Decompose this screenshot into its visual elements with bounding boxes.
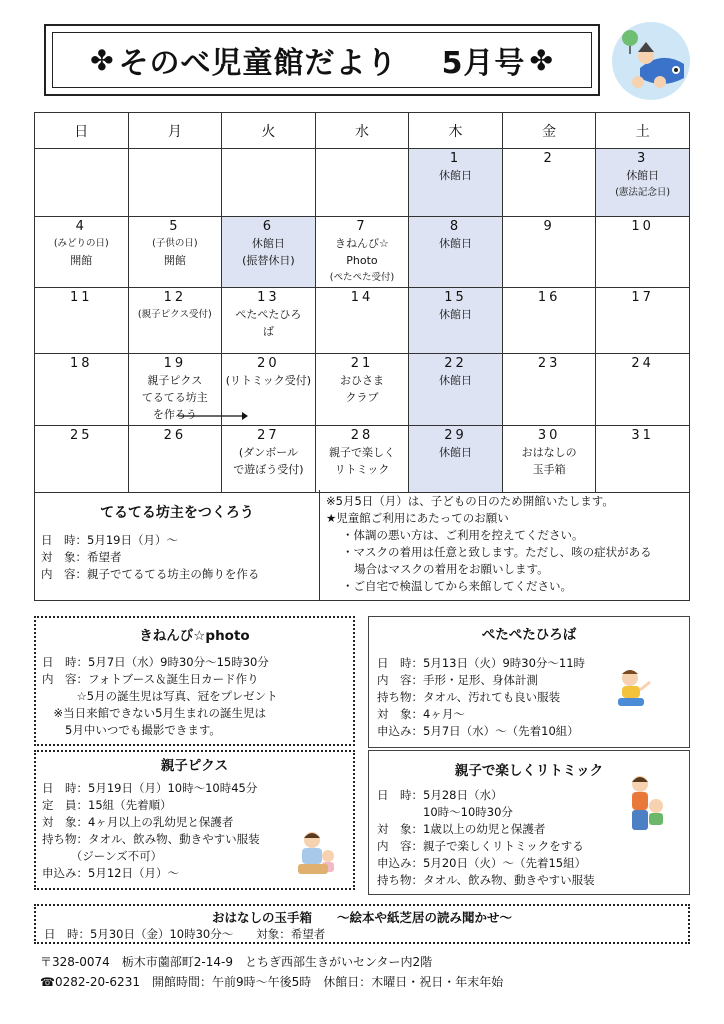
weekday-wed: 水 [315,113,409,149]
day-event: きねんび☆ [335,237,389,250]
day-event: (リトミック受付) [225,374,312,387]
day-event: 休館日 [439,374,473,387]
calendar-day-cell [128,426,222,493]
weekday-fri: 金 [502,113,596,149]
kinenbi-row: 内 容：フォトブース＆誕生日カード作り [42,672,259,686]
calendar-day-cell [409,149,503,217]
day-event: おひさま [339,374,384,387]
day-event: 親子ピクス [147,374,203,387]
notice-line: ★児童館ご利用にあたってのお願い [326,511,509,525]
day-number: 16 [537,290,561,305]
day-event: 開館 [70,254,93,267]
notice-section [320,490,689,600]
day-number: 24 [631,356,654,371]
day-event: Photo [346,254,378,267]
day-event: 開館 [163,254,186,267]
calendar-day-cell [596,288,690,354]
calendar-day-cell [315,426,409,493]
calendar-day-cell [596,149,690,217]
peta-row: 持ち物：タオル、汚れても良い服装 [377,690,561,704]
calendar-week-row [35,426,690,493]
day-number: 11 [70,290,93,305]
day-number: 2 [543,151,555,166]
rhythm-row: 申込み：5月20日（火）～（先着15組） [377,856,587,870]
calendar-day-cell [502,288,596,354]
day-event: 休館日 [439,446,473,459]
calendar-week-row [35,288,690,354]
calendar-day-cell [35,354,129,426]
day-number: 25 [70,428,93,443]
arrow-right-icon [178,411,248,421]
info-row [34,490,690,601]
calendar-day-cell [222,426,316,493]
title-main: そのべ児童館だより [118,46,398,81]
weekday-thu: 木 [409,113,503,149]
calendar-week-row [35,354,690,426]
weekday-tue: 火 [222,113,316,149]
notice-line: ・マスクの着用は任意と致します。ただし、咳の症状がある [342,545,652,559]
notice-line: ※5月5日（月）は、子どもの日のため開館いたします。 [326,494,614,508]
calendar-week-row [35,217,690,288]
calendar-day-cell [502,217,596,288]
kinenbi-heading: きねんび☆photo [139,628,250,644]
day-number: 19 [163,356,187,371]
peta-row: 内 容：手形・足形、身体計測 [377,673,538,687]
story-row: 日 時：5月30日（金）10時30分～ 対象：希望者 [44,927,326,941]
peta-row: 日 時：5月13日（火）9時30分～11時 [377,656,586,670]
day-event: てるてる坊主 [141,391,208,404]
rhythm-heading: 親子で楽しくリトミック [454,763,604,779]
rhythm-row: 10時～10時30分 [377,805,513,819]
day-number: 17 [631,290,654,305]
day-event: 休館日 [251,237,285,250]
day-event: (ダンボール [238,446,298,459]
day-event: 休館日 [439,169,473,182]
calendar-day-cell [315,354,409,426]
oyako-row: 日 時：5月19日（月）10時～10時45分 [42,781,258,795]
teru-row: 対 象：希望者 [41,550,122,564]
title-issue: 5月号 [441,46,526,81]
day-note: (子供の日) [152,238,198,249]
calendar-day-cell [35,426,129,493]
notice-line: ・体調の悪い方は、ご利用を控えてください。 [342,528,584,542]
footer-address: 〒328-0074 栃木市薗部町2-14-9 とちぎ西部生きがいセンター内2階 [40,955,433,969]
kinenbi-row: ※当日来館できない5月生まれの誕生児は [42,706,266,720]
day-event: ぺたぺたひろ [235,308,302,321]
day-number: 20 [257,356,280,371]
calendar-day-cell [596,354,690,426]
calendar-day-cell [409,354,503,426]
page-title [52,32,592,88]
weekday-mon: 月 [128,113,222,149]
crawling-child-icon [612,668,652,710]
teru-heading: てるてる坊主をつくろう [100,505,254,521]
day-number: 6 [262,219,275,234]
calendar-day-cell [315,217,409,288]
calendar-day-cell [35,217,129,288]
day-number: 26 [163,428,187,443]
day-event: 休館日 [439,237,473,250]
calendar-day-cell [409,217,503,288]
peta-row: 申込み：5月7日（水）～（先着10組） [377,724,579,738]
day-event: リトミック [334,463,390,476]
day-number: 27 [257,428,280,443]
oyako-row: 定 員：15組（先着順） [42,798,172,812]
day-number: 28 [350,428,374,443]
day-number: 14 [350,290,374,305]
day-number: 30 [537,428,561,443]
day-number: 12 [163,290,187,305]
parent-baby-icon [292,828,342,880]
calendar-day-cell [502,354,596,426]
day-event: ば [262,325,274,338]
peta-heading: ぺたぺたひろば [481,627,577,643]
teru-section [35,490,320,600]
calendar-day-cell [409,426,503,493]
footer-phone: 0282-20-6231 開館時間：午前9時～午後5時 休館日：木曜日・祝日・年末年始 [54,975,504,989]
notice-line: 場合はマスクの着用をお願いします。 [354,562,549,576]
day-event: 休館日 [626,169,660,182]
day-number: 7 [356,219,368,234]
day-number: 29 [444,428,467,443]
weekday-sat: 土 [596,113,690,149]
day-event: 親子で楽しく [328,446,395,459]
day-number: 10 [631,219,654,234]
day-number: 9 [543,219,555,234]
rhythm-row: 対 象：1歳以上の幼児と保護者 [377,822,546,836]
oyako-row: 申込み：5月12日（月）～ [42,866,179,880]
day-number: 5 [169,219,181,234]
kinenbi-photo-box [34,616,355,746]
day-event: を作ろう [152,408,197,421]
calendar-day-cell [222,288,316,354]
monthly-calendar [34,112,690,493]
kinenbi-row: 5月中いつでも撮影できます。 [42,723,221,737]
story-box [34,904,690,944]
phone-icon: ☎ [40,975,55,989]
day-note: (みどりの日) [53,238,109,249]
day-event: で遊ぼう受付) [233,463,304,476]
day-number: 4 [75,219,87,234]
calendar-day-cell [315,288,409,354]
calendar-day-cell [502,426,596,493]
day-number: 3 [637,151,649,166]
day-note: (憲法記念日) [615,187,671,198]
calendar-day-cell [409,288,503,354]
calendar-day-cell [596,426,690,493]
teru-row: 内 容：親子でてるてる坊主の飾りを作る [41,567,260,581]
kinenbi-row: 日 時：5月7日（水）9時30分～15時30分 [42,655,269,669]
peta-row: 対 象：4ヶ月～ [377,707,465,721]
teru-row: 日 時：5月19日（月）～ [41,533,178,547]
clover-right-icon: ✤ [529,43,554,77]
calendar-empty-cell [35,149,129,217]
rhythm-row: 内 容：親子で楽しくリトミックをする [377,839,584,853]
calendar-empty-cell [222,149,316,217]
day-note: (ぺたぺた受付) [329,272,395,283]
rhythm-row: 日 時：5月28日（水） [377,788,503,802]
day-number: 23 [537,356,561,371]
calendar-header-row [35,113,690,149]
calendar-day-cell [128,217,222,288]
day-event: (振替休日) [242,254,295,267]
oyako-row: （ジーンズ不可） [42,849,163,863]
notice-line: ・ご自宅で検温してから来館してください。 [342,579,572,593]
calendar-day-cell [502,149,596,217]
day-number: 15 [444,290,467,305]
day-event: クラブ [345,391,379,404]
day-number: 31 [631,428,654,443]
weekday-sun: 日 [35,113,129,149]
rhythm-row: 持ち物：タオル、飲み物、動きやすい服装 [377,873,595,887]
oyako-row: 持ち物：タオル、飲み物、動きやすい服装 [42,832,260,846]
calendar-day-cell [222,217,316,288]
parent-child-icon [622,772,670,836]
calendar-empty-cell [315,149,409,217]
day-number: 22 [444,356,467,371]
kinenbi-row: ☆5月の誕生児は写真、冠をプレゼント [42,689,278,703]
day-number: 21 [350,356,374,371]
calendar-week-row [35,149,690,217]
day-note: (親子ピクス受付) [137,309,212,320]
footer [40,952,503,992]
story-heading: おはなしの玉手箱 ～絵本や紙芝居の読み聞かせ～ [211,910,512,925]
day-number: 18 [70,356,93,371]
day-event: 休館日 [439,308,473,321]
title-frame [44,24,600,96]
calendar-empty-cell [128,149,222,217]
calendar-day-cell [596,217,690,288]
calendar-day-cell [35,288,129,354]
day-number: 8 [449,219,462,234]
koinobori-mascot-icon [610,20,692,102]
calendar-day-cell [128,288,222,354]
day-number: 1 [449,151,462,166]
oyako-row: 対 象：4ヶ月以上の乳幼児と保護者 [42,815,234,829]
day-event: おはなしの [521,446,577,459]
clover-left-icon: ✤ [90,43,115,77]
day-number: 13 [257,290,280,305]
oyako-heading: 親子ピクス [160,758,229,774]
footer-contact [40,972,503,992]
day-event: 玉手箱 [532,463,566,476]
